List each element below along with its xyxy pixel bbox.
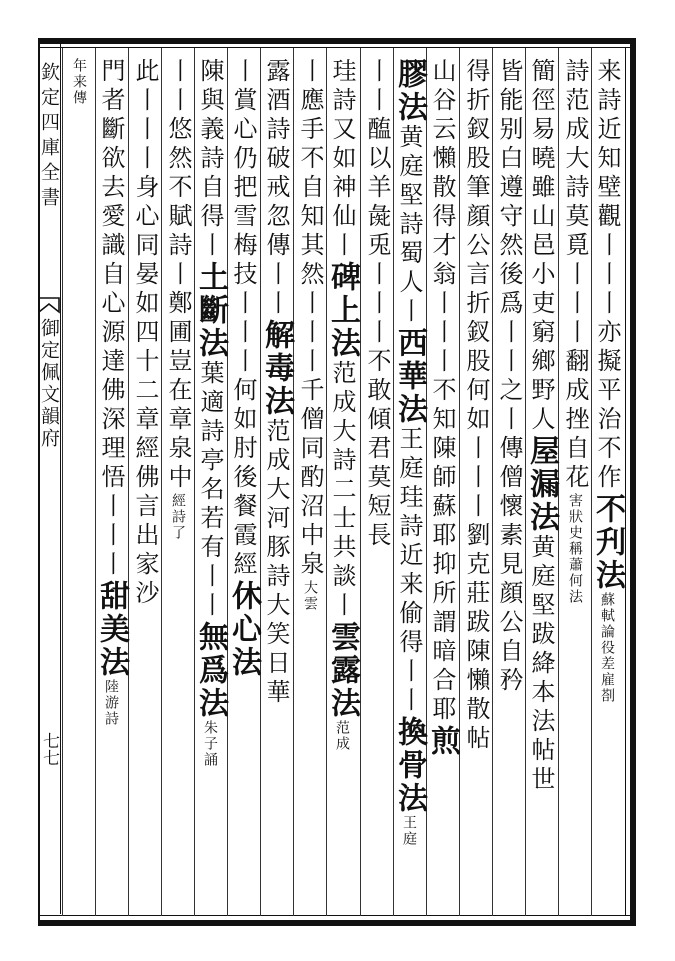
text-run: 范成大詩二士共談丨 — [328, 360, 356, 621]
text-run: 詩范成大詩莫覓丨丨丨翻成挫自花 — [561, 58, 589, 493]
text-column — [129, 58, 160, 910]
text-column — [327, 58, 358, 910]
text-column — [63, 58, 94, 910]
book-title: 欽定四庫全書 — [38, 62, 60, 212]
text-run: 丨應手不自知其然 — [296, 58, 324, 290]
text-column — [460, 58, 491, 910]
text-run: 皆能别白遵守然後爲丨丨之丨 — [495, 58, 523, 435]
text-column — [261, 58, 292, 910]
entry-term: 解毒法 — [259, 319, 294, 418]
text-run: 丨丨丨千僧同酌沼中泉 — [296, 290, 324, 580]
text-run: 丨丨丨何如肘後餐霞經 — [229, 290, 257, 580]
text-column — [526, 58, 557, 910]
entry-term: 屋漏法 — [524, 435, 559, 534]
page-number: 七七 — [39, 732, 59, 766]
text-run: 此丨丨丨身心同晏如四十二章經佛言出家沙 — [131, 58, 159, 609]
text-run: 丨賞心仍把雪梅技 — [229, 58, 257, 290]
text-run: 傳僧懷素見顔公自矜 — [495, 435, 523, 696]
text-column — [592, 58, 623, 910]
margin-gutter-line — [60, 44, 61, 914]
text-run: 丨丨丨不敢傾君莫短長 — [363, 261, 391, 551]
text-run: 丨丨悠然不賦詩 — [164, 58, 192, 261]
right-border-inner — [625, 47, 626, 916]
entry-term: 無爲法 — [193, 621, 228, 720]
text-run: 丨鄭圃豈在章泉中 — [164, 261, 192, 493]
text-run: 来詩近知壁觀丨丨丨亦擬平治不作 — [593, 58, 621, 493]
entry-term: 換骨法 — [392, 716, 427, 815]
annotation: 范成 — [334, 720, 350, 752]
text-run: 黄庭堅詩蜀人丨 — [395, 124, 423, 327]
right-border — [630, 38, 636, 926]
text-run: 陳與義詩自得丨 — [196, 58, 224, 261]
text-column — [294, 58, 325, 910]
text-run: 門者斷欲去愛識自心源達佛深理悟丨丨丨 — [97, 58, 125, 580]
text-run: 珪詩又如神仙丨 — [328, 58, 356, 261]
annotation: 經詩了 — [170, 493, 186, 541]
annotation: 害狀史稱蕭何法 — [567, 493, 583, 605]
text-column — [162, 58, 193, 910]
volume-title: 御定佩文韻府 — [38, 318, 60, 450]
text-column — [493, 58, 524, 910]
text-column — [96, 58, 127, 910]
annotation: 年来傳 — [71, 58, 87, 106]
top-border — [38, 38, 636, 44]
text-run: 丨丨醢以羊彘兎 — [363, 58, 391, 261]
text-run: 范成大河豚詩大笑日華 — [262, 418, 290, 708]
text-run: 簡徑易曉雖山邑小吏窮鄉野人 — [527, 58, 555, 435]
text-column — [394, 58, 425, 910]
annotation: 朱子誦 — [202, 720, 218, 768]
annotation: 王庭 — [401, 815, 417, 847]
text-run: 露酒詩破戒忽傳丨丨 — [262, 58, 290, 319]
entry-term: 碑上法 — [325, 261, 360, 360]
entry-term: 膠法 — [392, 58, 427, 124]
text-column — [228, 58, 259, 910]
entry-term: 土斷法 — [193, 261, 228, 360]
bottom-border — [38, 920, 636, 926]
text-run: 山谷云懶散得才翁丨丨丨不知陳師蘇耶抑所謂暗合耶 — [428, 58, 456, 725]
entry-term: 甜美法 — [94, 580, 129, 679]
annotation: 蘇軾論役差雇剳 — [599, 592, 615, 704]
text-column — [195, 58, 226, 910]
entry-term: 雲露法 — [325, 621, 360, 720]
fish-tail-ornament — [38, 296, 60, 314]
entry-term: 休心法 — [226, 580, 261, 679]
text-column — [427, 58, 458, 910]
entry-term: 不刋法 — [590, 493, 625, 592]
entry-term: 西華法 — [392, 327, 427, 426]
text-run: 黄庭堅跋絳本法帖世 — [527, 534, 555, 795]
text-run: 得折釵股筆顔公言折釵股何如丨丨丨劉克莊跋陳懶散帖 — [462, 58, 490, 754]
text-column — [361, 58, 392, 910]
entry-term: 煎 — [425, 725, 460, 758]
text-column — [559, 58, 590, 910]
annotation: 大雲 — [302, 580, 318, 612]
text-run: 王庭珪詩近来偷得丨丨 — [395, 426, 423, 716]
text-run: 葉適詩亭名若有丨丨 — [196, 360, 224, 621]
annotation: 陸游詩 — [103, 679, 119, 727]
